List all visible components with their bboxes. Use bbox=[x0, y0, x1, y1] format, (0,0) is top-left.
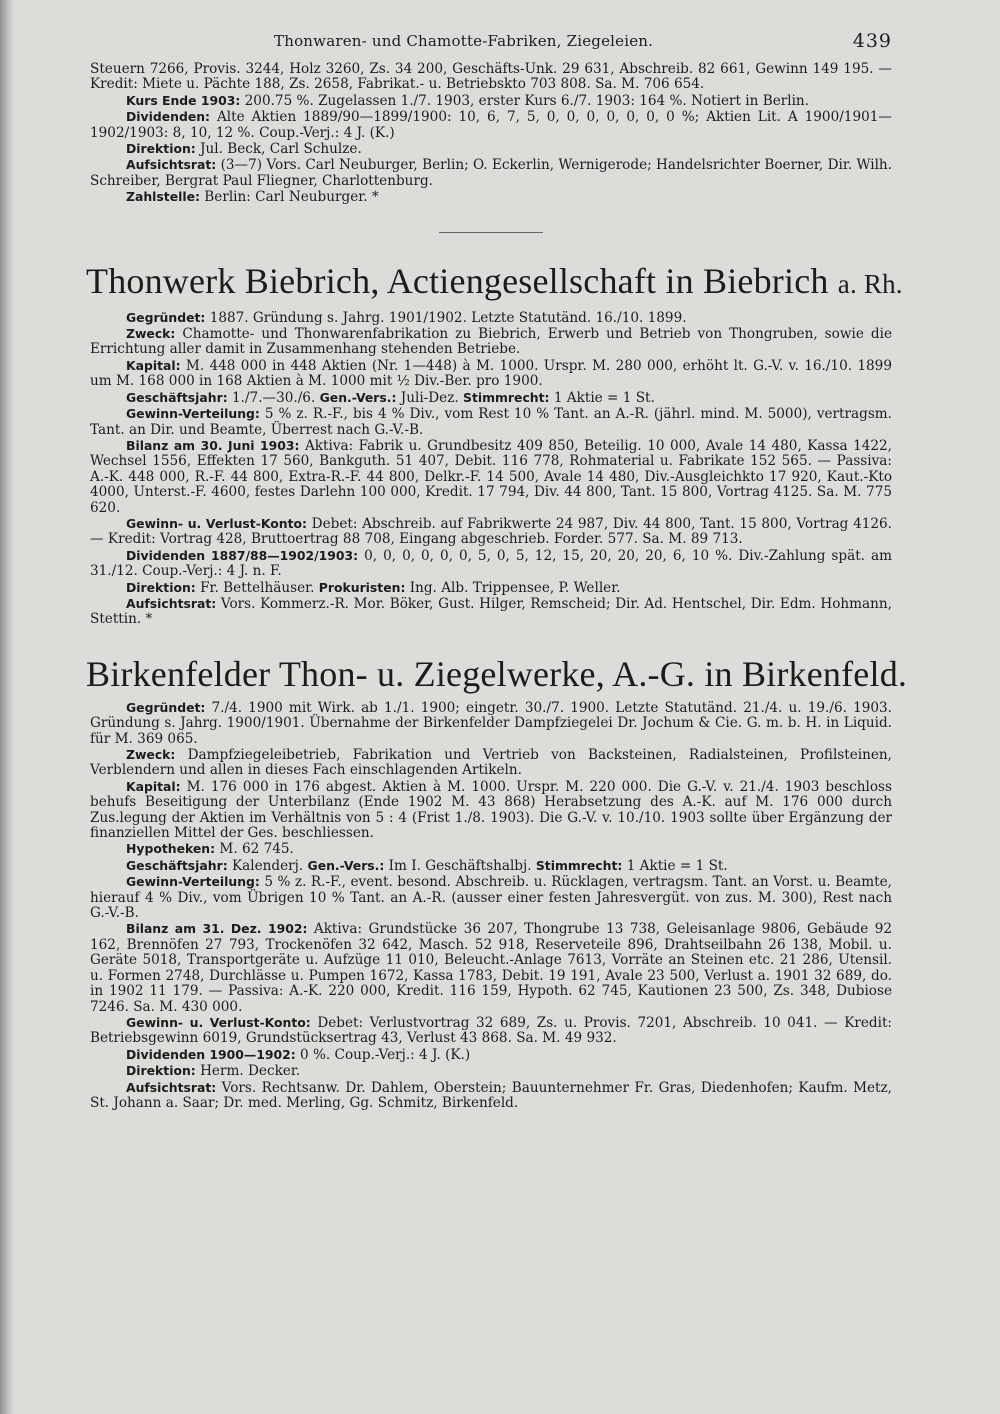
entry-direktion bbox=[90, 141, 892, 157]
field-label: Aufsichtsrat: bbox=[126, 157, 217, 173]
field-text: 5 % z. R.-F., bis 4 % Div., vom Rest 10 % Tant. an A.-R. (jährl. mind. M. 5000), vertragsm. Tant. an Dir. und Beamte, Überrest nach G.-V.-B. bbox=[90, 406, 893, 438]
field-label: Gen.-Vers.: bbox=[307, 857, 385, 873]
field-text: Alte Aktien 1889/90—1899/1900: 10, 6, 7, 5, 0, 0, 0, 0, 0, 0, 0 %; Aktien Lit. A 1900/1901—1902/1903: 8, 10, 12 %. Coup.-Verj.: 4 J. (K.) bbox=[90, 109, 892, 141]
entry-gewinn-verteilung bbox=[90, 874, 892, 921]
entry-bilanz bbox=[90, 921, 892, 1014]
entry-gegruendet bbox=[90, 310, 892, 326]
field-label: Prokuristen: bbox=[318, 579, 406, 595]
field-label: Zweck: bbox=[126, 747, 176, 762]
field-text: Berlin: Carl Neuburger. * bbox=[204, 189, 379, 206]
field-text: Aktiva: Grundstücke 36 207, Thongrube 13 738, Geleisanlage 9806, Gebäude 92 162, Brennöfen 27 793, Trockenöfen 32 642, Masch. 52 918, Reserveteile 896, Drahtseilbahn 26 138, Mobil. u. Geräte 5018, Transportgeräte u. Aufzüge 11 010, Beleucht.-Anlage 7613, Vorräte an Steinen etc. 21 286, Utensil. u. Formen 2748, Durchlässe u. Pumpen 1672, Kassa 1783, Debit. 19 191, Avale 23 500, Verlust a. 1901 32 689, do. in 1902 11 179. — Passiva: A.-K. 220 000, Kredit. 116 159, Hypoth. 62 745, Kautionen 23 500, Zs. 348, Dubiose 7246. Sa. M. 430 000. bbox=[90, 921, 893, 1015]
field-text: Aktiva: Fabrik u. Grundbesitz 409 850, Beteilig. 10 000, Avale 14 480, Kassa 1422, Wechsel 1556, Effekten 17 560, Bankguth. 51 407, Debit. 116 778, Rohmaterial u. Fabrikate 152 565. — Passiva: A.-K. 448 000, R.-F. 44 800, Extra-R.-F. 44 800, Delkr.-F. 14 500, Avale 14 480, Div.-Ausgleichkto 17 920, Kaut.-Kto 4000, Unterst.-F. 4600, festes Darlehn 100 000, Kredit. 17 794, Div. 44 800, Tant. 15 800, Vortrag 4125. Sa. M. 775 620. bbox=[90, 437, 892, 516]
field-label: Dividenden: bbox=[126, 109, 210, 125]
field-text: Ing. Alb. Trippensee, P. Weller. bbox=[409, 579, 621, 596]
entry-direktion bbox=[90, 580, 892, 596]
field-text: 0 %. Coup.-Verj.: 4 J. (K.) bbox=[300, 1046, 471, 1063]
entry-gewinn-verlust-konto bbox=[90, 516, 892, 548]
field-text: 1 Aktie = 1 St. bbox=[626, 857, 728, 874]
entry-aufsichtsrat bbox=[90, 1080, 892, 1112]
field-label: Geschäftsjahr: bbox=[126, 857, 228, 873]
field-label: Dividenden 1900—1902: bbox=[126, 1046, 296, 1062]
field-text: Fr. Bettelhäuser. bbox=[200, 579, 315, 596]
entry-aufsichtsrat bbox=[90, 157, 892, 189]
field-text: M. 448 000 in 448 Aktien (Nr. 1—448) à M. 1000. Urspr. M. 280 000, erhöht lt. G.-V. v. 16./10. 1899 um M. 168 000 in 168 Aktien à M. 1000 mit ½ Div.-Ber. pro 1900. bbox=[90, 357, 892, 390]
company-entry-birkenfeld bbox=[86, 653, 908, 1112]
field-label: Hypotheken: bbox=[126, 841, 216, 857]
company-title bbox=[86, 260, 903, 304]
field-label: Aufsichtsrat: bbox=[126, 595, 217, 611]
continued-entry bbox=[90, 62, 892, 206]
running-head-title: Thonwaren- und Chamotte-Fabriken, Ziegeleien. bbox=[274, 32, 654, 50]
field-text: M. 62 745. bbox=[219, 841, 294, 858]
field-label: Direktion: bbox=[126, 1063, 196, 1079]
field-text: 7./4. 1900 mit Wirk. ab 1./1. 1900; eingetr. 30./7. 1900. Letzte Statutänd. 21./4. u. 19./6. 1903. Gründung s. Jahrg. 1900/1901. Übernahme der Birkenfelder Dampfziegelei Dr. Jochum & Cie. G. m. b. H. in Liquid. für M. 369 065. bbox=[90, 699, 892, 747]
field-text: 1887. Gründung s. Jahrg. 1901/1902. Letzte Statutänd. 16./10. 1899. bbox=[209, 309, 687, 326]
field-label: Gewinn-Verteilung: bbox=[126, 406, 260, 422]
entry-dividenden bbox=[90, 1047, 892, 1063]
field-text: 0, 0, 0, 0, 0, 0, 5, 0, 5, 12, 15, 20, 20, 20, 6, 10 %. Div.-Zahlung spät. am 31./12. Coup.-Verj.: 4 J. n. F. bbox=[90, 547, 892, 580]
field-label: Gen.-Vers.: bbox=[319, 389, 397, 405]
entry-kurs bbox=[90, 93, 892, 109]
field-label: Gewinn- u. Verlust-Konto: bbox=[126, 1014, 311, 1030]
field-label: Gewinn- u. Verlust-Konto: bbox=[126, 515, 307, 531]
field-label: Zahlstelle: bbox=[126, 189, 200, 205]
field-text: M. 176 000 in 176 abgest. Aktien à M. 1000. Urspr. M. 220 000. Die G.-V. v. 21./4. 1903 beschloss behufs Beseitigung der Unterbilanz (Ende 1902 M. 43 868) Herabsetzung des A.-K. auf M. 176 000 durch Zus.legung der Aktien im Verhältnis von 5 : 4 (Frist 1./8. 1903). Die G.-V. v. 10./10. 1903 sollte über Ergänzung der finanziellen Mittel der Ges. beschliessen. bbox=[90, 778, 892, 842]
field-label: Kapital: bbox=[126, 778, 181, 794]
running-head bbox=[90, 32, 892, 62]
field-label: Stimmrecht: bbox=[535, 857, 623, 873]
entry-zweck bbox=[90, 747, 892, 779]
field-text: (3—7) Vors. Carl Neuburger, Berlin; O. Eckerlin, Wernigerode; Handelsrichter Boerner, Dir. Wilh. Schreiber, Bergrat Paul Fliegner, Charlottenburg. bbox=[90, 157, 892, 189]
entry-dividenden bbox=[90, 548, 892, 580]
field-text: Chamotte- und Thonwarenfabrikation zu Biebrich, Erwerb und Betrieb von Thongruben, sowie die Errichtung aller damit in Zusammenhang stehenden Betriebe. bbox=[90, 326, 892, 358]
field-label: Aufsichtsrat: bbox=[126, 1079, 217, 1095]
field-text: 1 Aktie = 1 St. bbox=[553, 389, 655, 406]
company-title-main: Thonwerk Biebrich, Actiengesellschaft in Biebrich bbox=[86, 260, 829, 301]
entry-aufsichtsrat bbox=[90, 596, 892, 628]
field-text: Jul. Beck, Carl Schulze. bbox=[200, 141, 362, 158]
field-label: Gewinn-Verteilung: bbox=[126, 874, 260, 890]
entry-kapital bbox=[90, 358, 892, 390]
field-text: Im I. Geschäftshalbj. bbox=[388, 857, 532, 874]
field-label: Bilanz am 30. Juni 1903: bbox=[126, 437, 300, 453]
field-text: Juli-Dez. bbox=[400, 389, 459, 406]
scan-edge-shadow bbox=[0, 0, 14, 1414]
entry-gewinn-verteilung bbox=[90, 406, 892, 438]
field-text: 5 % z. R.-F., event. besond. Abschreib. u. Rücklagen, vertragsm. Tant. an Vorst. u. Beamte, hierauf 4 % Div., vom Übrigen 10 % Tant. an A.-R. (ausser einer festen Jahresvergüt. von zus. M. 300), Rest nach G.-V.-B. bbox=[90, 874, 892, 922]
page-number: 439 bbox=[852, 30, 892, 52]
entry-gewinn-verlust-konto bbox=[90, 1015, 892, 1047]
company-entry-biebrich bbox=[86, 260, 903, 628]
entry-bilanz bbox=[90, 438, 892, 516]
entry-hypotheken bbox=[90, 841, 892, 857]
field-text: Dampfziegeleibetrieb, Fabrikation und Vertrieb von Backsteinen, Radialsteinen, Profilsteinen, Verblendern und allen in dieses Fach einschlagenden Artikeln. bbox=[90, 747, 892, 779]
entry-geschaeftsjahr bbox=[90, 858, 892, 874]
paragraph-text: Steuern 7266, Provis. 3244, Holz 3260, Zs. 34 200, Geschäfts-Unk. 29 631, Abschreib. 82 661, Gewinn 149 195. — Kredit: Miete u. Pächte 188, Zs. 2658, Fabrikat.- u. Betriebskto 703 808. Sa. M. 706 654. bbox=[90, 61, 892, 93]
entry-kapital bbox=[90, 779, 892, 842]
field-label: Geschäftsjahr: bbox=[126, 389, 228, 405]
entry-gegruendet bbox=[90, 700, 892, 747]
section-spacer bbox=[90, 628, 892, 654]
field-text: 200.75 %. Zugelassen 1./7. 1903, erster Kurs 6./7. 1903: 164 %. Notiert in Berlin. bbox=[244, 92, 810, 109]
field-label: Dividenden 1887/88—1902/1903: bbox=[126, 547, 359, 563]
entry-dividenden bbox=[90, 109, 892, 141]
field-label: Zweck: bbox=[126, 326, 176, 342]
field-label: Gegründet: bbox=[126, 699, 206, 715]
field-label: Direktion: bbox=[126, 141, 196, 157]
field-text: Herm. Decker. bbox=[200, 1063, 301, 1080]
field-label: Gegründet: bbox=[126, 309, 206, 325]
company-title-location: a. Rh. bbox=[837, 268, 903, 299]
entry-geschaeftsjahr bbox=[90, 390, 892, 406]
entry-zweck bbox=[90, 326, 892, 358]
field-text: Debet: Verlustvortrag 32 689, Zs. u. Provis. 7201, Abschreib. 10 041. — Kredit: Betriebsgewinn 6019, Grundstücksertrag 43, Verlust 43 868. Sa. M. 49 932. bbox=[90, 1014, 892, 1047]
continued-paragraph bbox=[90, 62, 892, 93]
field-text: Vors. Rechtsanw. Dr. Dahlem, Oberstein; Bauunternehmer Fr. Gras, Diedenhofen; Kaufm. Metz, St. Johann a. Saar; Dr. med. Merling, Gg. Schmitz, Birkenfeld. bbox=[90, 1079, 892, 1111]
field-text: Debet: Abschreib. auf Fabrikwerte 24 987, Div. 44 800, Tant. 15 800, Vortrag 4126. — Kredit: Vortrag 428, Bruttoertrag 88 708, Eingang abgeschrieb. Forder. 577. Sa. M. 89 713. bbox=[90, 515, 892, 548]
field-text: Vors. Kommerz.-R. Mor. Böker, Gust. Hilger, Remscheid; Dir. Ad. Hentschel, Dir. Edm. Hohmann, Stettin. * bbox=[90, 595, 892, 628]
entry-direktion bbox=[90, 1063, 892, 1079]
company-title: Birkenfelder Thon- u. Ziegelwerke, A.-G. in Birkenfeld. bbox=[86, 653, 908, 694]
section-divider bbox=[439, 232, 543, 233]
field-text: 1./7.—30./6. bbox=[232, 389, 316, 406]
entry-zahlstelle bbox=[90, 189, 892, 205]
field-label: Kurs Ende 1903: bbox=[126, 92, 241, 108]
field-label: Kapital: bbox=[126, 357, 181, 373]
field-label: Direktion: bbox=[126, 579, 196, 595]
field-text: Kalenderj. bbox=[232, 857, 304, 874]
field-label: Stimmrecht: bbox=[463, 389, 550, 405]
field-label: Bilanz am 31. Dez. 1902: bbox=[126, 921, 308, 937]
